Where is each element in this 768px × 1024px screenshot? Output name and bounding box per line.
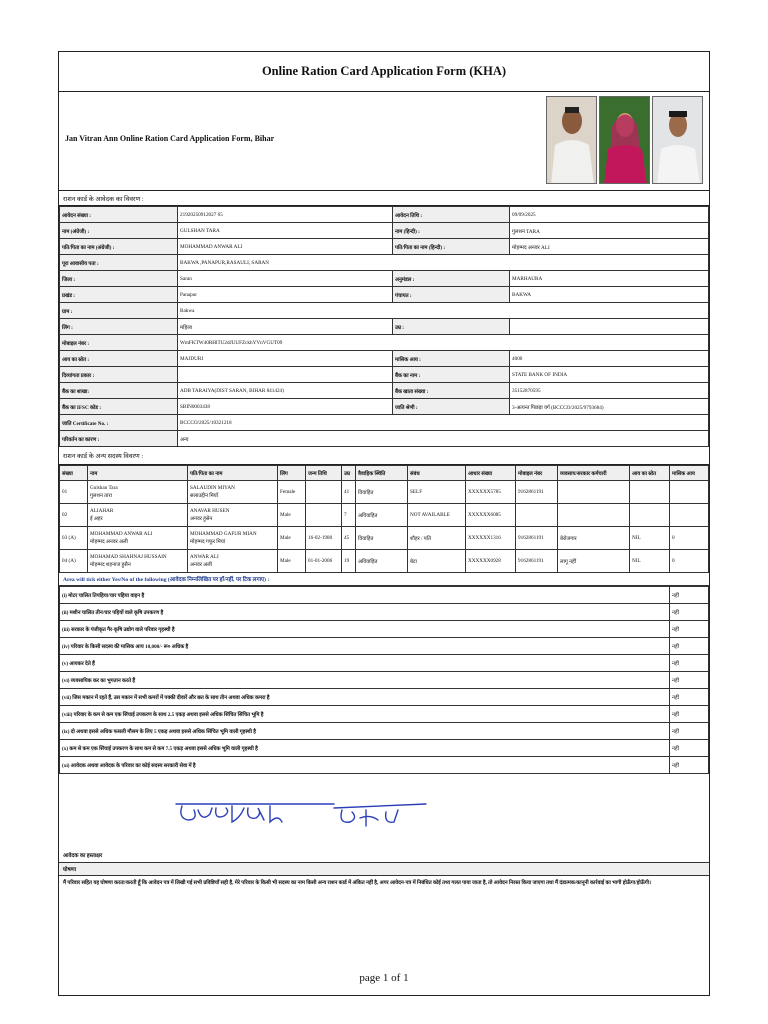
table-row — [60, 527, 709, 550]
member-age-cell: 45 — [342, 527, 356, 550]
app-no-value: 21920250912027 65 — [178, 207, 393, 223]
certificate-label: जाति Certificate No. : — [60, 415, 178, 431]
checklist-answer: नहीं — [670, 655, 709, 672]
applicant-photo-3 — [652, 96, 703, 184]
col-header: वैवाहिक स्थिति — [356, 466, 408, 481]
form-subtitle: Jan Vitran Ann Online Ration Card Application Form, Bihar — [65, 134, 275, 143]
income-src-value: MAJDURI — [178, 351, 393, 367]
checklist-answer: नहीं — [670, 689, 709, 706]
member-no-cell: 01 — [60, 481, 88, 504]
name-hi-label: नाम (हिन्दी) : — [393, 223, 510, 239]
table-row — [60, 255, 709, 271]
bank-label: बैंक का नाम : — [393, 367, 510, 383]
subdiv-label: अनुमंडल : — [393, 271, 510, 287]
col-header: लिंग — [278, 466, 306, 481]
member-relation-cell: NOT AVAILABLE — [408, 504, 466, 527]
member-income-cell: 0 — [670, 550, 709, 573]
member-aadhaar-cell: XXXXXX1316 — [466, 527, 516, 550]
member-no-cell: 03 (A) — [60, 527, 88, 550]
member-income-src-cell: NIL — [630, 550, 670, 573]
member-marital-cell: अविवाहित — [356, 504, 408, 527]
reason-label: परिवर्तन का कारण : — [60, 431, 178, 447]
district-label: जिला : — [60, 271, 178, 287]
col-header: नाम — [88, 466, 188, 481]
checklist-question: (iii) सरकार के पंजीकृत गैर-कृषि उद्योग वाले परिवार गृहस्थी है — [60, 621, 670, 638]
account-value: 35152870595 — [510, 383, 709, 399]
checklist-question: (viii) परिवार के कम से कम एक सिंचाई उपकरण के साथ 2.5 एकड़ अथवा इससे अधिक सिंचित सिंचित भूमि है — [60, 706, 670, 723]
mobile-value: WmFKTW40RHlTU2dJUUFZckhYVnVGUT09 — [178, 335, 709, 351]
member-age-cell: 7 — [342, 504, 356, 527]
certificate-value: BCCCO/2025/10321218 — [178, 415, 709, 431]
father-en-value: MOHAMMAD ANWAR ALI — [178, 239, 393, 255]
village-label: ग्राम : — [60, 303, 178, 319]
table-row — [60, 415, 709, 431]
members-body — [60, 481, 709, 573]
district-value: Saran — [178, 271, 393, 287]
reason-value: अन्य — [178, 431, 709, 447]
monthly-income-value: 4000 — [510, 351, 709, 367]
member-income-cell: 0 — [670, 527, 709, 550]
panchayat-value: BAKWA — [510, 287, 709, 303]
checklist-row — [60, 604, 709, 621]
table-row — [60, 351, 709, 367]
member-occupation-cell: बेरोजगार — [558, 527, 630, 550]
branch-label: बैंक का शाखा: — [60, 383, 178, 399]
checklist-question: (vi) व्यवसायिक कर का भुगतान करते हैं — [60, 672, 670, 689]
member-name-cell: MOHAMAD SHAHNAJ HUSSAIN मोहम्मद शहनाज हुसैन — [88, 550, 188, 573]
checklist-question: (vii) जिस मकान में रहते हैं, उस मकान में सभी कमरों में पक्की दीवारें और छत के साथ तीन अथवा अधिक कमरा है — [60, 689, 670, 706]
member-occupation-cell — [558, 504, 630, 527]
table-row — [60, 271, 709, 287]
checklist-answer: नहीं — [670, 604, 709, 621]
ifsc-label: बैंक का IFSC कोड : — [60, 399, 178, 415]
panchayat-label: पंचायत : — [393, 287, 510, 303]
member-dob-cell — [306, 504, 342, 527]
member-marital-cell: विवाहित — [356, 481, 408, 504]
table-row — [60, 287, 709, 303]
village-value: Bakwa — [178, 303, 709, 319]
ifsc-value: SBIN0003438 — [178, 399, 393, 415]
checklist-answer: नहीं — [670, 638, 709, 655]
disability-value — [178, 367, 393, 383]
checklist-row — [60, 621, 709, 638]
member-dob-cell: 01-01-2006 — [306, 550, 342, 573]
signature-label: आवेदक का हस्ताक्षर — [63, 853, 103, 859]
member-dob-cell: 16-02-1980 — [306, 527, 342, 550]
subdiv-value: MARHAURA — [510, 271, 709, 287]
member-gender-cell: Male — [278, 527, 306, 550]
eligibility-checklist — [59, 586, 709, 774]
table-row — [60, 303, 709, 319]
checklist-question: (x) कम से कम एक सिंचाई उपकरण के साथ कम से कम 7.5 एकड़ अथवा इससे अधिक भूमि वाली गृहस्थी है — [60, 740, 670, 757]
mobile-label: मोबाइल नंबर : — [60, 335, 178, 351]
checklist-row — [60, 672, 709, 689]
col-header: आय का स्रोत — [630, 466, 670, 481]
checklist-row — [60, 655, 709, 672]
father-en-label: पति/पिता का नाम (अंग्रेजी) : — [60, 239, 178, 255]
member-gender-cell: Female — [278, 481, 306, 504]
checklist-question: (iv) परिवार के किसी सदस्य की मासिक आय 10,000/- रू० अधिक है — [60, 638, 670, 655]
photo-strip — [546, 96, 703, 184]
checklist-row — [60, 587, 709, 604]
member-name-cell: ALIAHAR ई अहर — [88, 504, 188, 527]
checklist-row — [60, 740, 709, 757]
applicant-photo-1 — [546, 96, 597, 184]
disability-label: दिव्यांगता प्रकार : — [60, 367, 178, 383]
age-value — [510, 319, 709, 335]
member-gender-cell: Male — [278, 504, 306, 527]
checklist-answer: नहीं — [670, 672, 709, 689]
checklist-row — [60, 689, 709, 706]
income-src-label: आय का स्रोत : — [60, 351, 178, 367]
checklist-question: (ii) मशीन चालित तीन/चार पहियों वाले कृषि उपकरण है — [60, 604, 670, 621]
checklist-answer: नहीं — [670, 740, 709, 757]
col-header: पति/पिता का नाम — [188, 466, 278, 481]
col-header: उम्र — [342, 466, 356, 481]
member-relation-cell: बेटा — [408, 550, 466, 573]
member-income-cell — [670, 504, 709, 527]
member-mobile-cell — [516, 504, 558, 527]
table-row — [60, 239, 709, 255]
tick-heading: Area will tick either Yes/No of the following (आवेदक निम्नलिखित पर हाँ/नहीं, पर टिक लगाए) : — [59, 573, 709, 586]
member-father-cell: ANWAR ALI अनवर अली — [188, 550, 278, 573]
page-footer: page 1 of 1 — [359, 972, 409, 984]
checklist-question: (i) मोटर चालित तिपहिया/चार पहिया वाहन है — [60, 587, 670, 604]
member-no-cell: 02 — [60, 504, 88, 527]
name-hi-value: गुलशन TARA — [510, 223, 709, 239]
member-aadhaar-cell: XXXXXX0928 — [466, 550, 516, 573]
checklist-row — [60, 723, 709, 740]
applicant-photo-2 — [599, 96, 650, 184]
applicant-signature — [174, 798, 444, 842]
checklist-row — [60, 757, 709, 774]
member-relation-cell: शौहर / पति — [408, 527, 466, 550]
caste-label: जाति श्रेणी : — [393, 399, 510, 415]
applicant-section-title: राशन कार्ड के आवेदक का विवरण : — [59, 191, 709, 206]
gender-label: लिंग : — [60, 319, 178, 335]
form-frame — [58, 51, 710, 996]
col-header: जन्म तिथि — [306, 466, 342, 481]
member-aadhaar-cell: XXXXXX5785 — [466, 481, 516, 504]
app-date-value: 09/09/2025 — [510, 207, 709, 223]
caste-value: 3-अत्यन्त पिछड़ा वर्ग (BCCCO/2025/9793684) — [510, 399, 709, 415]
applicant-info-table — [59, 206, 709, 447]
member-relation-cell: SELF — [408, 481, 466, 504]
member-father-cell: ANAVAR HUSEN अनवर हुसेन — [188, 504, 278, 527]
address-label: पूरा आवासीय पता : — [60, 255, 178, 271]
checklist-answer: नहीं — [670, 587, 709, 604]
table-row — [60, 504, 709, 527]
member-marital-cell: विवाहित — [356, 527, 408, 550]
name-en-value: GULSHAN TARA — [178, 223, 393, 239]
checklist-answer: नहीं — [670, 621, 709, 638]
col-header: संबंध — [408, 466, 466, 481]
signature-area — [59, 774, 709, 863]
table-row — [60, 207, 709, 223]
member-no-cell: 04 (A) — [60, 550, 88, 573]
col-header: व्यवसाय/सरकार कर्मचारी — [558, 466, 630, 481]
member-occupation-cell: लागू नहीं — [558, 550, 630, 573]
col-header: संख्या — [60, 466, 88, 481]
table-row — [60, 550, 709, 573]
father-hi-value: मोहम्मद अनवर ALI — [510, 239, 709, 255]
table-row — [60, 223, 709, 239]
member-age-cell: 41 — [342, 481, 356, 504]
member-income-src-cell — [630, 481, 670, 504]
member-income-src-cell: NIL — [630, 527, 670, 550]
gender-value: महिला — [178, 319, 393, 335]
member-name-cell: Gulshan Tara गुलशन तारा — [88, 481, 188, 504]
members-header-row — [60, 466, 709, 481]
account-label: बैंक खाता संख्या : — [393, 383, 510, 399]
member-mobile-cell: 9162861191 — [516, 527, 558, 550]
declaration-text: मैं परिवार सहित यह घोषणा करता/करती हूँ कि आवेदन पत्र में लिखी गई सभी प्रविष्टियाँ सही है, मेरे परिवार के किसी भी सदस्य का नाम किसी अन्य राशन कार्ड में अंकित नहीं है, अगर आवेदन-पत्र में निबंधित कोई तथ्य गलत पाया जाता है, तो आवेदन निरस्त किया जाएगा तथा मैं दंडात्मक/कानूनी कार्रवाई का भागी होऊँगा/होऊँगी। — [63, 880, 651, 886]
table-row — [60, 431, 709, 447]
member-father-cell: SALAUDIN MIYAN सलाउद्दीन मियाँ — [188, 481, 278, 504]
checklist-question: (xi) आवेदक अथवा आवेदक के परिवार का कोई सदस्य सरकारी सेवा में है — [60, 757, 670, 774]
checklist-question: (v) आयकर देते हैं — [60, 655, 670, 672]
checklist-row — [60, 638, 709, 655]
member-dob-cell — [306, 481, 342, 504]
app-no-label: आवेदन संख्या : — [60, 207, 178, 223]
declaration-heading: घोषणा — [59, 863, 709, 876]
member-father-cell: MOHAMMAD GAFUR MIAN मोहम्मद गफूर मियां — [188, 527, 278, 550]
member-income-cell — [670, 481, 709, 504]
table-row — [60, 383, 709, 399]
checks-body — [60, 587, 709, 774]
checklist-answer: नहीं — [670, 723, 709, 740]
table-row — [60, 399, 709, 415]
bank-value: STATE BANK OF INDIA — [510, 367, 709, 383]
table-row — [60, 367, 709, 383]
members-table — [59, 465, 709, 573]
checklist-question: (ix) दो अथवा इससे अधिक फसली मौसम के लिए 5 एकड़ अथवा इससे अधिक सिंचित भूमि वाली गृहस्थी है — [60, 723, 670, 740]
table-row — [60, 335, 709, 351]
block-value: Panapur — [178, 287, 393, 303]
col-header: मोबाइल नंबर — [516, 466, 558, 481]
col-header: आधार संख्या — [466, 466, 516, 481]
monthly-income-label: मासिक आय : — [393, 351, 510, 367]
member-mobile-cell: 9162861191 — [516, 481, 558, 504]
table-row — [60, 481, 709, 504]
father-hi-label: पति/पिता का नाम (हिन्दी) : — [393, 239, 510, 255]
age-label: उम्र : — [393, 319, 510, 335]
table-row — [60, 319, 709, 335]
checklist-row — [60, 706, 709, 723]
member-gender-cell: Male — [278, 550, 306, 573]
col-header: मासिक आय — [670, 466, 709, 481]
member-name-cell: MOHAMMAD ANWAR ALI मोहम्मद अनवर अली — [88, 527, 188, 550]
members-section-title: राशन कार्ड के अन्य सदस्य विवरण : — [59, 447, 709, 465]
checklist-answer: नहीं — [670, 757, 709, 774]
member-mobile-cell: 9162861191 — [516, 550, 558, 573]
branch-value: ADB TARAIYA(DIST SARAN, BIHAR 841424) — [178, 383, 393, 399]
member-aadhaar-cell: XXXXXX6085 — [466, 504, 516, 527]
form-title: Online Ration Card Application Form (KHA) — [59, 52, 709, 92]
member-age-cell: 19 — [342, 550, 356, 573]
member-occupation-cell — [558, 481, 630, 504]
address-value: BAKWA ,PANAPUR,RASAULI, SARAN — [178, 255, 709, 271]
member-income-src-cell — [630, 504, 670, 527]
form-header — [59, 92, 709, 191]
name-en-label: नाम (अंग्रेजी) : — [60, 223, 178, 239]
app-date-label: आवेदन तिथि : — [393, 207, 510, 223]
checklist-answer: नहीं — [670, 706, 709, 723]
block-label: प्रखंड : — [60, 287, 178, 303]
member-marital-cell: अविवाहित — [356, 550, 408, 573]
